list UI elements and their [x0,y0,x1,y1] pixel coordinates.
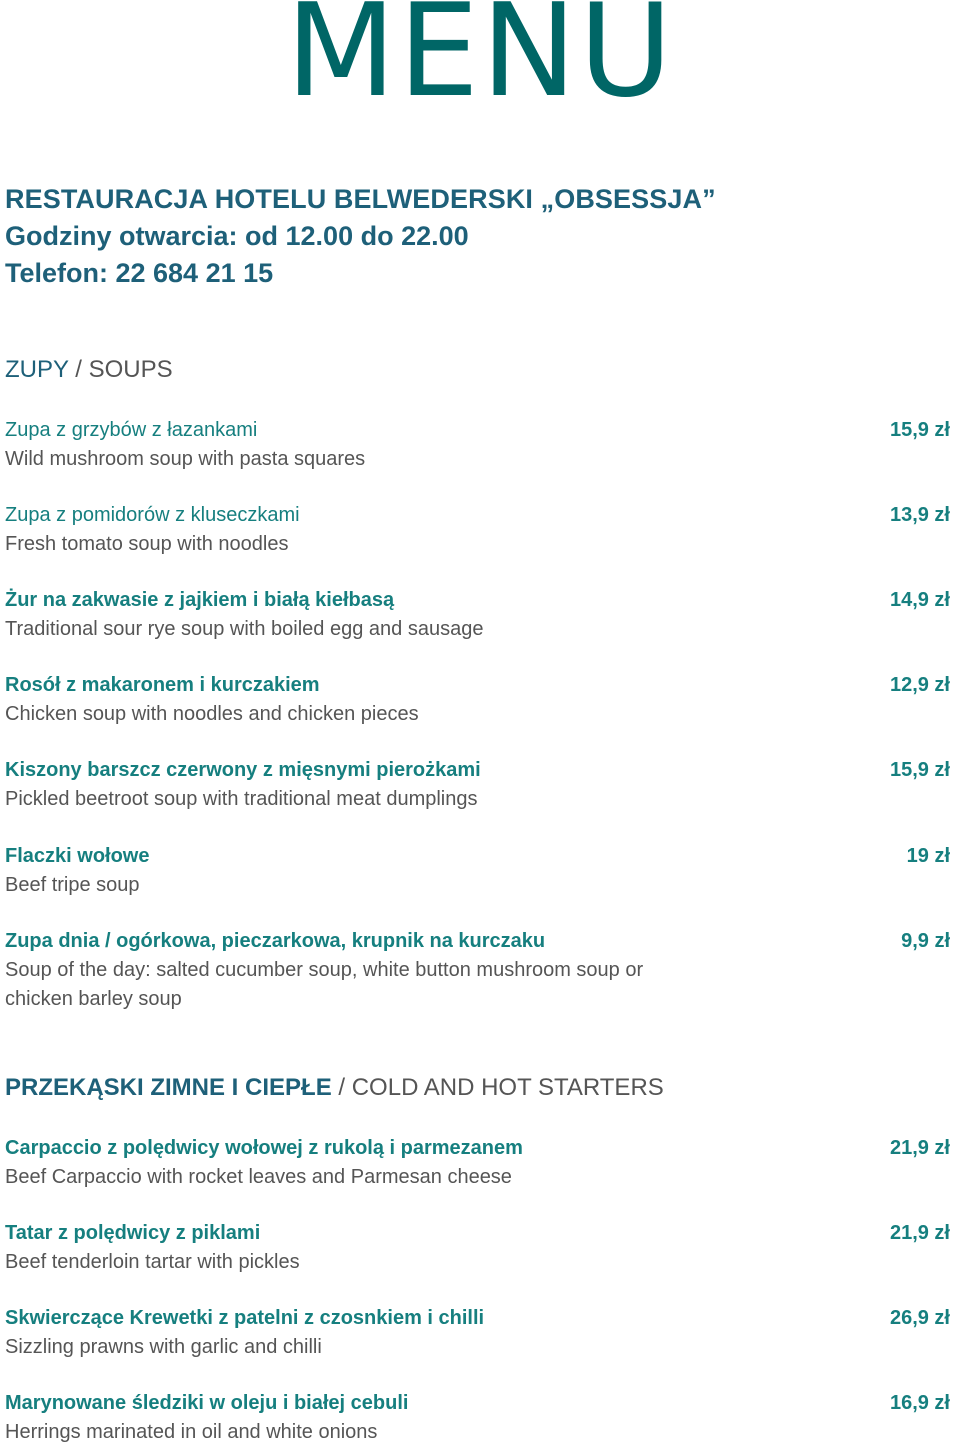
hotel-info [5,181,716,292]
item-name-en: Fresh tomato soup with noodles [5,533,289,555]
item-price: 14,9 zł [889,589,950,611]
item-name-pl: Zupa z pomidorów z kluseczkami [5,504,300,526]
item-name-pl: Skwierczące Krewetki z patelni z czosnkiem i chilli [5,1307,485,1329]
item-name-pl: Tatar z polędwicy z piklami [5,1222,261,1244]
section-heading-en: COLD AND HOT STARTERS [351,1074,664,1101]
menu-item [5,416,955,474]
section-heading-separator: / [331,1074,352,1101]
item-name-pl: Żur na zakwasie z jajkiem i białą kiełbasą [5,589,395,611]
item-name-pl: Zupa z grzybów z łazankami [5,419,258,441]
item-price: 9,9 zł [901,930,950,952]
item-price: 26,9 zł [889,1307,950,1329]
item-price: 13,9 zł [889,504,950,526]
item-name-en: Herrings marinated in oil and white onions [5,1421,378,1443]
section-heading-starters [5,1071,664,1105]
menu-item [5,756,955,814]
item-name-en: Beef Carpaccio with rocket leaves and Parmesan cheese [5,1166,512,1188]
item-name-en: Traditional sour rye soup with boiled egg and sausage [5,618,484,640]
section-heading-separator: / [68,356,89,383]
menu-item [5,501,955,559]
restaurant-name: RESTAURACJA HOTELU BELWEDERSKI „OBSESSJA” [5,184,716,214]
item-name-en: Pickled beetroot soup with traditional meat dumplings [5,788,478,810]
section-heading-pl: ZUPY [5,356,69,383]
opening-hours: Godziny otwarcia: od 12.00 do 22.00 [5,221,469,251]
section-heading-en: SOUPS [88,356,173,383]
item-name-pl: Flaczki wołowe [5,845,150,867]
item-name-en: Beef tripe soup [5,874,140,896]
menu-item [5,1134,955,1192]
item-price: 15,9 zł [889,759,950,781]
item-price: 15,9 zł [889,419,950,441]
menu-item [5,1304,955,1362]
menu-item [5,671,955,729]
item-price: 21,9 zł [889,1222,950,1244]
menu-title: MENU [285,0,675,126]
item-price: 19 zł [906,845,950,867]
menu-item [5,842,955,900]
item-name-en: Chicken soup with noodles and chicken pieces [5,703,419,725]
item-name-pl: Rosół z makaronem i kurczakiem [5,674,320,696]
item-name-en: Sizzling prawns with garlic and chilli [5,1336,322,1358]
menu-item [5,1219,955,1277]
menu-item [5,586,955,644]
item-name-en: Beef tenderloin tartar with pickles [5,1251,300,1273]
item-name-pl: Kiszony barszcz czerwony z mięsnymi pierożkami [5,759,481,781]
item-name-en: Wild mushroom soup with pasta squares [5,448,366,470]
section-heading-soups [5,353,173,387]
menu-item [5,1389,955,1447]
item-price: 16,9 zł [889,1392,950,1414]
menu-item [5,927,955,1013]
item-price: 21,9 zł [889,1137,950,1159]
item-price: 12,9 zł [889,674,950,696]
item-name-pl: Carpaccio z polędwicy wołowej z rukolą i parmezanem [5,1137,523,1159]
section-heading-pl: PRZEKĄSKI ZIMNE I CIEPŁE [5,1074,332,1101]
phone-number: Telefon: 22 684 21 15 [5,258,274,288]
item-name-pl: Zupa dnia / ogórkowa, pieczarkowa, krupnik na kurczaku [5,930,546,952]
item-name-pl: Marynowane śledziki w oleju i białej cebuli [5,1392,409,1414]
item-name-en: Soup of the day: salted cucumber soup, white button mushroom soup or chicken barley soup [5,959,644,1010]
